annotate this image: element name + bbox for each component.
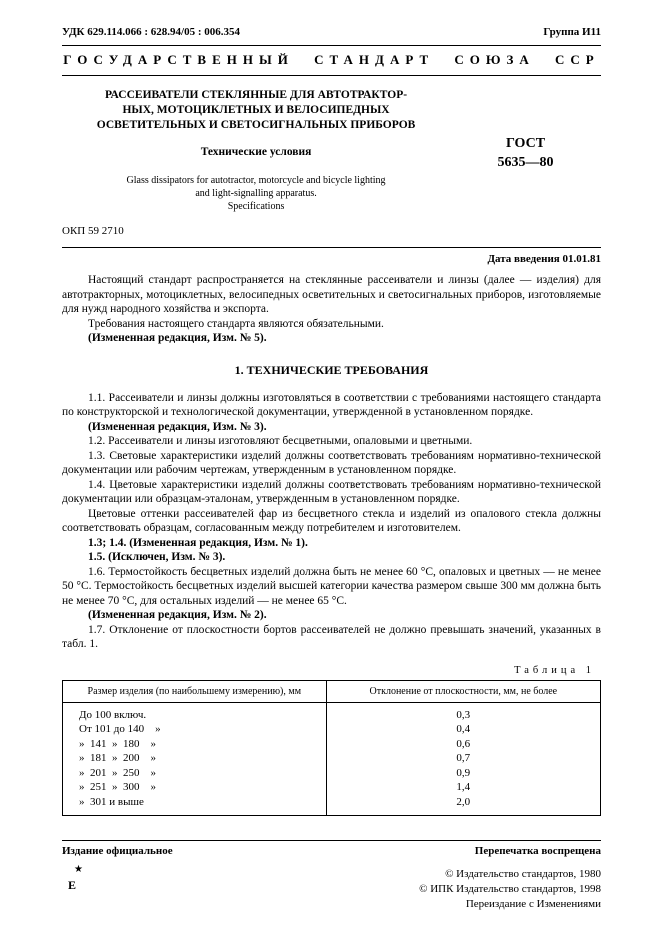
state-standard-banner: ГОСУДАРСТВЕННЫЙ СТАНДАРТ СОЮЗА ССР: [63, 52, 600, 67]
clause-1-3: 1.3. Световые характеристики изделий должны соответствовать требованиям нормативно-технической документации или рабочим чертежам, утвержденным в установленном порядке.: [62, 449, 601, 476]
udk-number: УДК 629.114.066 : 628.94/05 : 006.354: [62, 26, 241, 38]
english-title-line: and light-signalling apparatus.: [195, 188, 317, 199]
table-header-deviation: Отклонение от плоскостности, мм, не более: [326, 680, 600, 702]
table-1: [62, 680, 601, 817]
copyright-line: © ИПК Издательство стандартов, 1998: [419, 883, 601, 895]
deviation-cell: 0,9: [456, 766, 471, 779]
table-header-size: Размер изделия (по наибольшему измерению), мм: [63, 680, 327, 702]
clause-1-3-1-4-amendment-note: 1.3; 1.4. (Измененная редакция, Изм. № 1).: [88, 536, 308, 549]
table-row: [63, 766, 601, 781]
clause-1-5: 1.5. (Исключен, Изм. № 3).: [88, 551, 226, 563]
table-row: [63, 795, 601, 816]
document-title-line: ОСВЕТИТЕЛЬНЫХ И СВЕТОСИГНАЛЬНЫХ ПРИБОРОВ: [96, 119, 416, 131]
clause-1-1: 1.1. Рассеиватели и линзы должны изготовляться в соответствии с требованиями настоящего стандарта по конструкторской и технологической документации, утвержденной в установленном порядке.: [62, 391, 601, 418]
size-cell: » 181 » 200 »: [63, 751, 327, 766]
reprint-prohibited-label: Перепечатка воспрещена: [474, 845, 601, 857]
top-row: [62, 26, 601, 38]
document-head: [62, 88, 601, 237]
section-1-heading: 1. ТЕХНИЧЕСКИЕ ТРЕБОВАНИЯ: [234, 362, 429, 377]
size-cell: До 100 включ.: [63, 702, 327, 722]
document-head-left: [62, 88, 450, 237]
gost-designation: [450, 88, 601, 237]
document-subtitle: Технические условия: [200, 146, 312, 158]
effective-date: Дата введения 01.01.81: [487, 253, 601, 265]
size-cell: » 301 и выше: [63, 795, 327, 816]
deviation-cell: 0,6: [456, 737, 471, 750]
english-title-line: Specifications: [227, 201, 285, 212]
clause-1-2: 1.2. Рассеиватели и линзы изготовляют бесцветными, опаловыми и цветными.: [88, 435, 473, 447]
official-edition-label: Издание официальное: [62, 845, 173, 857]
document-title-line: НЫХ, МОТОЦИКЛЕТНЫХ И ВЕЛОСИПЕДНЫХ: [122, 104, 390, 116]
clause-1-4-continued: Цветовые оттенки рассеивателей фар из бесцветного стекла и изделий из опалового стекла должны соответствовать образцам, согласованным между потребителем и изготовителем.: [62, 507, 601, 534]
clause-1-1-amendment-note: (Измененная редакция, Изм. № 3).: [88, 420, 267, 433]
star-icon: ★: [74, 864, 83, 875]
table-row: [63, 722, 601, 737]
page-footer: [62, 845, 601, 912]
table-row: [63, 702, 601, 722]
table-1-label: Таблица 1: [514, 664, 595, 676]
table-row: [63, 780, 601, 795]
clause-1-6: 1.6. Термостойкость бесцветных изделий должна быть не менее 60 °С, опаловых и цветных — не менее 50 °С. Термостойкость бесцветных изделий высшей категории качества размером свыше 300 мм должна быть не менее 70 °С, для остальных изделий — не менее 65 °С.: [62, 565, 602, 607]
size-cell: От 101 до 140 »: [63, 722, 327, 737]
document-title-line: РАССЕИВАТЕЛИ СТЕКЛЯННЫЕ ДЛЯ АВТОТРАКТОР-: [105, 89, 408, 101]
clause-1-6-amendment-note: (Измененная редакция, Изм. № 2).: [88, 609, 267, 621]
size-cell: » 251 » 300 »: [63, 780, 327, 795]
category-letter: Е: [68, 878, 77, 892]
footer-left: [62, 845, 173, 912]
deviation-cell: 0,7: [456, 752, 471, 764]
english-title-line: Glass dissipators for autotractor, motorcycle and bicycle lighting: [126, 175, 386, 186]
deviation-cell: 1,4: [456, 781, 471, 793]
divider: [62, 247, 601, 248]
copyright-line: Переиздание с Изменениями: [465, 898, 601, 910]
table-row: [63, 737, 601, 752]
clause-1-4: 1.4. Цветовые характеристики изделий должны соответствовать требованиям нормативно-технической документации или образцам-эталонам, утвержденным в установленном порядке.: [62, 478, 601, 505]
requirements-paragraph: Требования настоящего стандарта являются обязательными.: [88, 317, 384, 330]
size-cell: » 141 » 180 »: [63, 737, 327, 752]
english-title: [62, 174, 450, 213]
divider: [62, 840, 601, 841]
clause-1-7: 1.7. Отклонение от плоскостности бортов рассеивателей не должно превышать значений, указанных в табл. 1.: [62, 623, 601, 650]
table-row: [63, 751, 601, 766]
group-label: Группа И11: [543, 26, 601, 38]
copyright-block: [419, 867, 601, 912]
size-cell: » 201 » 250 »: [63, 766, 327, 781]
divider: [62, 75, 601, 76]
deviation-cell: 0,4: [456, 723, 471, 735]
intro-paragraph: Настоящий стандарт распространяется на стеклянные рассеиватели и линзы (далее — изделия) для автотракторных, мотоциклетных, велосипедных осветительных и светосигнальных приборов, изготовляемые для нужд народного хозяйства и экспорта.: [62, 274, 601, 315]
copyright-line: © Издательство стандартов, 1980: [445, 868, 601, 880]
gost-label: ГОСТ: [505, 136, 546, 151]
document-body: [62, 273, 601, 816]
table-header-row: [63, 680, 601, 702]
okp-code: ОКП 59 2710: [62, 225, 124, 237]
amendment-note: (Измененная редакция, Изм. № 5).: [88, 332, 267, 344]
footer-right: [419, 845, 601, 912]
deviation-cell: 2,0: [456, 795, 471, 808]
gost-number: 5635—80: [497, 155, 554, 170]
document-title: [62, 88, 450, 133]
deviation-cell: 0,3: [456, 708, 471, 721]
